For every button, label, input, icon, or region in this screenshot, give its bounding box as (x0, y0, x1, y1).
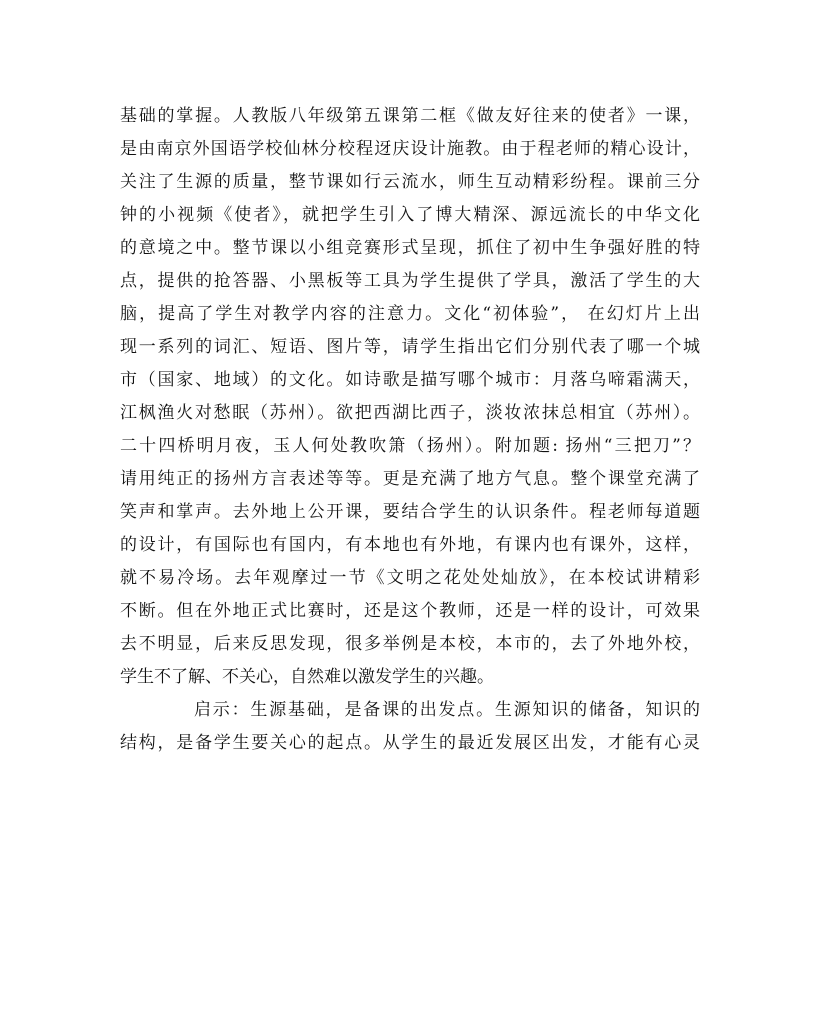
document-body (120, 100, 700, 760)
text-line: 现一系列的词汇、短语、图片等，请学生指出它们分别代表了哪一个城 (120, 337, 700, 357)
text-line: 的设计，有国际也有国内，有本地也有外地，有课内也有课外，这样， (120, 535, 700, 555)
text-line: 请用纯正的扬州方言表述等等。更是充满了地方气息。整个课堂充满了 (120, 469, 700, 489)
text-line: 二十四桥明月夜，玉人何处教吹箫（扬州）。附加题: 扬州“三把刀”？ (120, 436, 700, 456)
paragraph-1 (120, 100, 700, 694)
text-line: 结构，是备学生要关心的起点。从学生的最近发展区出发，才能有心灵 (120, 733, 700, 753)
text-line: 就不易冷场。去年观摩过一节《文明之花处处灿放》，在本校试讲精彩 (120, 568, 700, 588)
text-line: 钟的小视频《使者》，就把学生引入了博大精深、源远流长的中华文化 (120, 205, 700, 225)
text-line: 笑声和掌声。去外地上公开课，要结合学生的认识条件。程老师每道题 (120, 502, 700, 522)
text-line: 的意境之中。整节课以小组竞赛形式呈现，抓住了初中生争强好胜的特 (120, 238, 700, 258)
text-line: 市（国家、地域）的文化。如诗歌是描写哪个城市：月落乌啼霜满天， (120, 370, 700, 390)
text-line: 点，提供的抢答器、小黑板等工具为学生提供了学具，激活了学生的大 (120, 271, 700, 291)
text-line: 不断。但在外地正式比赛时，还是这个教师，还是一样的设计，可效果 (120, 601, 700, 621)
text-line: 关注了生源的质量，整节课如行云流水，师生互动精彩纷程。课前三分 (120, 172, 700, 192)
text-line: 启示：生源基础，是备课的出发点。生源知识的储备，知识的 (194, 700, 700, 720)
text-line: 脑，提高了学生对教学内容的注意力。文化“初体验”， 在幻灯片上出 (120, 304, 700, 324)
text-line: 是由南京外国语学校仙林分校程迓庆设计施教。由于程老师的精心设计， (120, 139, 700, 159)
text-line: 江枫渔火对愁眠（苏州）。欲把西湖比西子，淡妆浓抹总相宜（苏州）。 (120, 403, 700, 423)
text-line: 学生不了解、不关心，自然难以激发学生的兴趣。 (120, 667, 494, 687)
paragraph-2 (120, 694, 700, 760)
text-line: 去不明显，后来反思发现，很多举例是本校，本市的，去了外地外校， (120, 634, 700, 654)
text-line: 基础的掌握。人教版八年级第五课第二框《做友好往来的使者》一课， (120, 106, 700, 126)
